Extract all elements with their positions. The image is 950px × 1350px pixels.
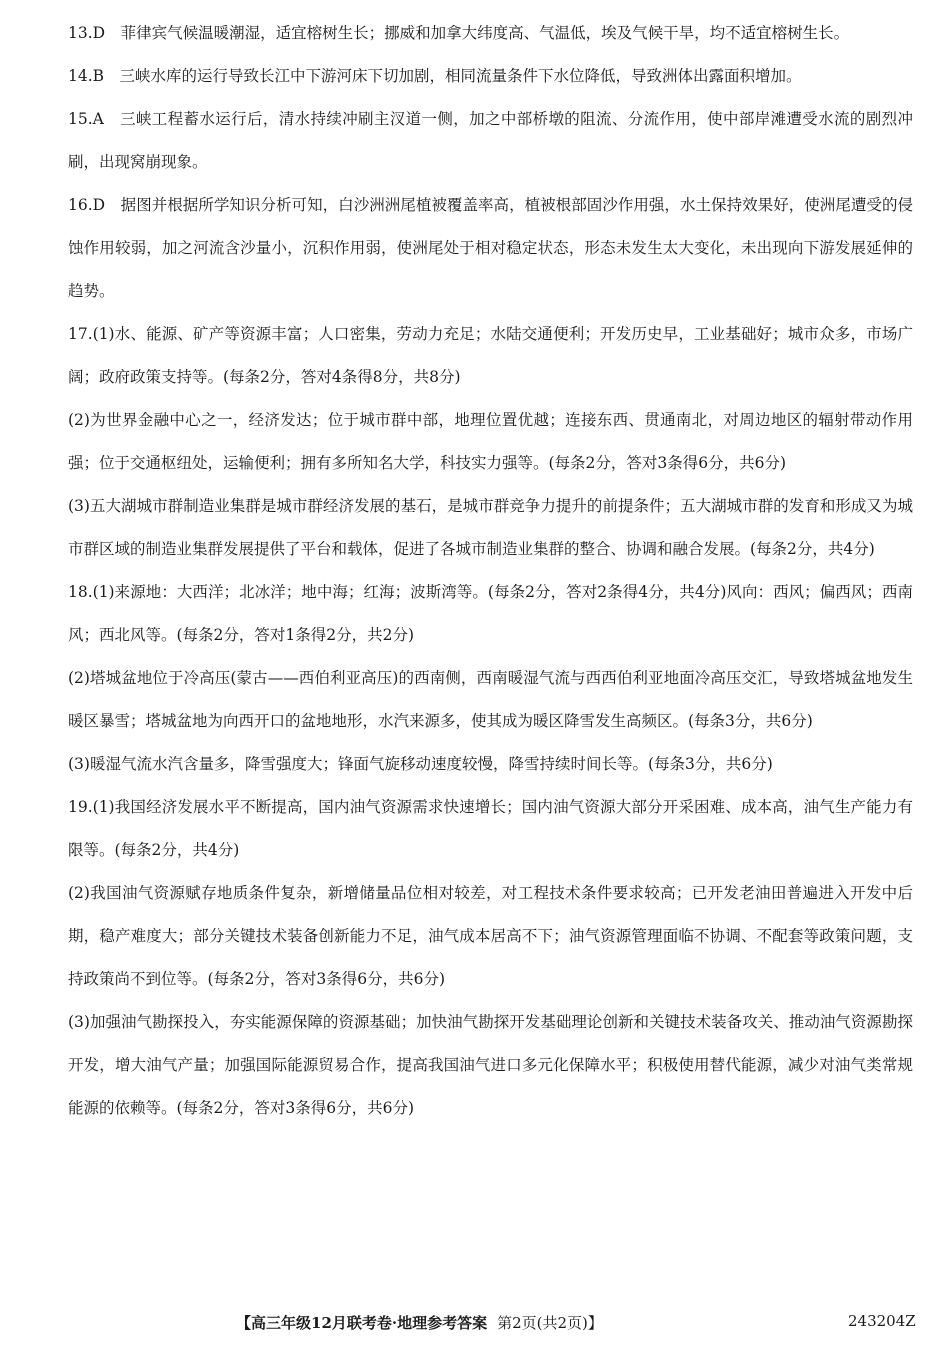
answer-17-2: (2)为世界金融中心之一，经济发达；位于城市群中部，地理位置优越；连接东西、贯通南北，对周边地区的辐射带动作用强；位于交通枢纽处，运输便利；拥有多所知名大学，科技实力强等。(每条2分，答对3条得6分，共6分) [68, 411, 913, 472]
footer-title-text: 【高三年级12月联考卷·地理参考答案 [236, 1314, 488, 1332]
answer-17-1: 17.(1)水、能源、矿产等资源丰富；人口密集，劳动力充足；水陆交通便利；开发历史早，工业基础好；城市众多，市场广阔；政府政策支持等。(每条2分，答对4条得8分，共8分) [68, 325, 913, 386]
page-footer [0, 1312, 950, 1336]
answer-sheet-page [68, 12, 913, 1130]
answer-16: 16.D 据图并根据所学知识分析可知，白沙洲洲尾植被覆盖率高，植被根部固沙作用强，水土保持效果好，使洲尾遭受的侵蚀作用较弱，加之河流含沙量小，沉积作用弱，使洲尾处于相对稳定状态，形态未发生太大变化，未出现向下游发展延伸的趋势。 [68, 196, 913, 300]
answer-19-1: 19.(1)我国经济发展水平不断提高，国内油气资源需求快速增长；国内油气资源大部分开采困难、成本高，油气生产能力有限等。(每条2分，共4分) [68, 798, 913, 859]
footer-title [236, 1312, 603, 1333]
answer-13: 13.D 菲律宾气候温暖潮湿，适宜榕树生长；挪威和加拿大纬度高、气温低，埃及气候干旱，均不适宜榕树生长。 [68, 24, 850, 42]
answer-14: 14.B 三峡水库的运行导致长江中下游河床下切加剧，相同流量条件下水位降低，导致洲体出露面积增加。 [68, 67, 802, 85]
answer-18-1: 18.(1)来源地：大西洋；北冰洋；地中海；红海；波斯湾等。(每条2分，答对2条得4分，共4分)风向：西风；偏西风；西南风；西北风等。(每条2分，答对1条得2分，共2分) [68, 583, 913, 644]
answer-18-2: (2)塔城盆地位于冷高压(蒙古——西伯利亚高压)的西南侧，西南暖湿气流与西西伯利亚地面冷高压交汇，导致塔城盆地发生暖区暴雪；塔城盆地为向西开口的盆地地形，水汽来源多，使其成为暖区降雪发生高频区。(每条3分，共6分) [68, 669, 913, 730]
answer-19-3: (3)加强油气勘探投入，夯实能源保障的资源基础；加快油气勘探开发基础理论创新和关键技术装备攻关、推动油气资源勘探开发，增大油气产量；加强国际能源贸易合作，提高我国油气进口多元化保障水平；积极使用替代能源，减少对油气类常规能源的依赖等。(每条2分，答对3条得6分，共6分) [68, 1013, 913, 1117]
footer-code: 243204Z [848, 1312, 916, 1330]
answer-19-2: (2)我国油气资源赋存地质条件复杂，新增储量品位相对较差，对工程技术条件要求较高；已开发老油田普遍进入开发中后期，稳产难度大；部分关键技术装备创新能力不足，油气成本居高不下；油气资源管理面临不协调、不配套等政策问题，支持政策尚不到位等。(每条2分，答对3条得6分，共6分) [68, 884, 913, 988]
footer-page-number: 第2页(共2页)】 [497, 1314, 603, 1332]
answer-17-3: (3)五大湖城市群制造业集群是城市群经济发展的基石，是城市群竞争力提升的前提条件；五大湖城市群的发育和形成又为城市群区域的制造业集群发展提供了平台和载体，促进了各城市制造业集群的整合、协调和融合发展。(每条2分，共4分) [68, 497, 913, 558]
answer-15: 15.A 三峡工程蓄水运行后，清水持续冲刷主汊道一侧，加之中部桥墩的阻流、分流作用，使中部岸滩遭受水流的剧烈冲刷，出现窝崩现象。 [68, 110, 913, 171]
answer-18-3: (3)暖湿气流水汽含量多，降雪强度大；锋面气旋移动速度较慢，降雪持续时间长等。(每条3分，共6分) [68, 755, 773, 773]
